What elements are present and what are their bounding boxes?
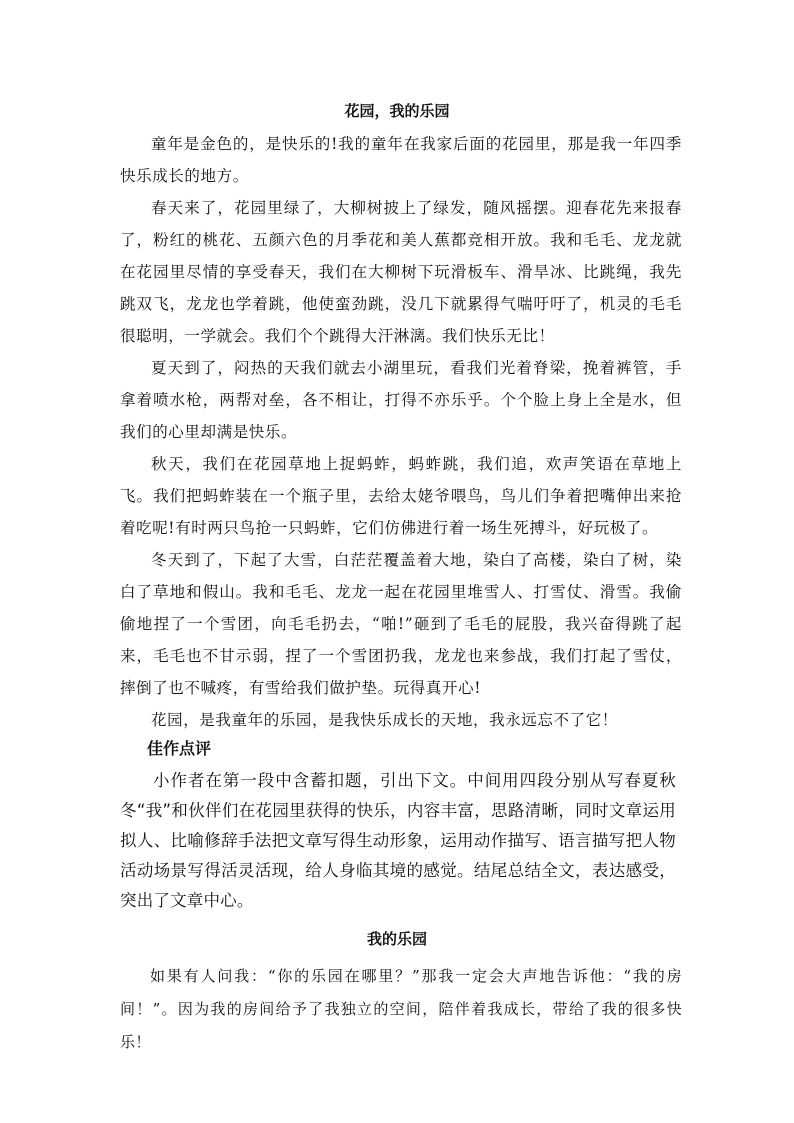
essay2-body	[120, 960, 682, 1059]
essay-paragraph-autumn: 秋天，我们在花园草地上捉蚂蚱，蚂蚱跳，我们追，欢声笑语在草地上飞。我们把蚂蚱装在一个瓶子里，去给太姥爷喂鸟，鸟儿们争着把嘴伸出来抢着吃呢!有时两只鸟抢一只蚂蚱，它们仿佛进行着一场生死搏斗，好玩极了。	[120, 455, 682, 537]
essay-title: 花园，我的乐园	[344, 102, 450, 120]
essay-paragraph-spring: 春天来了，花园里绿了，大柳树披上了绿发，随风摇摆。迎春花先来报春了，粉红的桃花、五颜六色的月季花和美人蕉都竞相开放。我和毛毛、龙龙就在花园里尽情的享受春天，我们在大柳树下玩滑板车、滑旱冰、比跳绳，我先跳双飞，龙龙也学着跳，他使蛮劲跳，没几下就累得气喘吁吁了，机灵的毛毛很聪明，一学就会。我们个个跳得大汗淋漓。我们快乐无比！	[120, 199, 682, 345]
essay-paragraph-conclusion: 花园，是我童年的乐园，是我快乐成长的天地，我永远忘不了它！	[151, 711, 618, 729]
review-heading: 佳作点评	[147, 739, 212, 758]
essay-body	[120, 128, 682, 736]
essay-paragraph-summer: 夏天到了，闷热的天我们就去小湖里玩，看我们光着脊梁，挽着裤管，手拿着喷水枪，两帮对垒，各不相让，打得不亦乐乎。个个脸上身上全是水，但我们的心里却满是快乐。	[120, 359, 682, 441]
essay-paragraph-intro: 童年是金色的，是快乐的!我的童年在我家后面的花园里，那是我一年四季快乐成长的地方。	[120, 135, 682, 185]
essay-paragraph-winter: 冬天到了，下起了大雪，白茫茫覆盖着大地，染白了高楼，染白了树，染白了草地和假山。我和毛毛、龙龙一起在花园里堆雪人、打雪仗、滑雪。我偷偷地捏了一个雪团，向毛毛扔去，“啪!”砸到了毛毛的屁股，我兴奋得跳了起来，毛毛也不甘示弱，捏了一个雪团扔我，龙龙也来参战，我们打起了雪仗，摔倒了也不喊疼，有雪给我们做护垫。玩得真开心!	[120, 551, 682, 697]
review-text: 小作者在第一段中含蓄扣题，引出下文。中间用四段分别从写春夏秋冬“我”和伙伴们在花园里获得的快乐，内容丰富，思路清晰，同时文章运用拟人、比喻修辞手法把文章写得生动形象，运用动作描写、语言描写把人物活动场景写得活灵活现，给人身临其境的感觉。结尾总结全文，表达感受，突出了文章中心。	[120, 771, 676, 910]
essay2-paragraph: 如果有人问我：“你的乐园在哪里？”那我一定会大声地告诉他：“我的房间！”。因为我的房间给予了我独立的空间，陪伴着我成长，带给了我的很多快乐！	[120, 967, 682, 1051]
essay2-title: 我的乐园	[366, 930, 427, 948]
